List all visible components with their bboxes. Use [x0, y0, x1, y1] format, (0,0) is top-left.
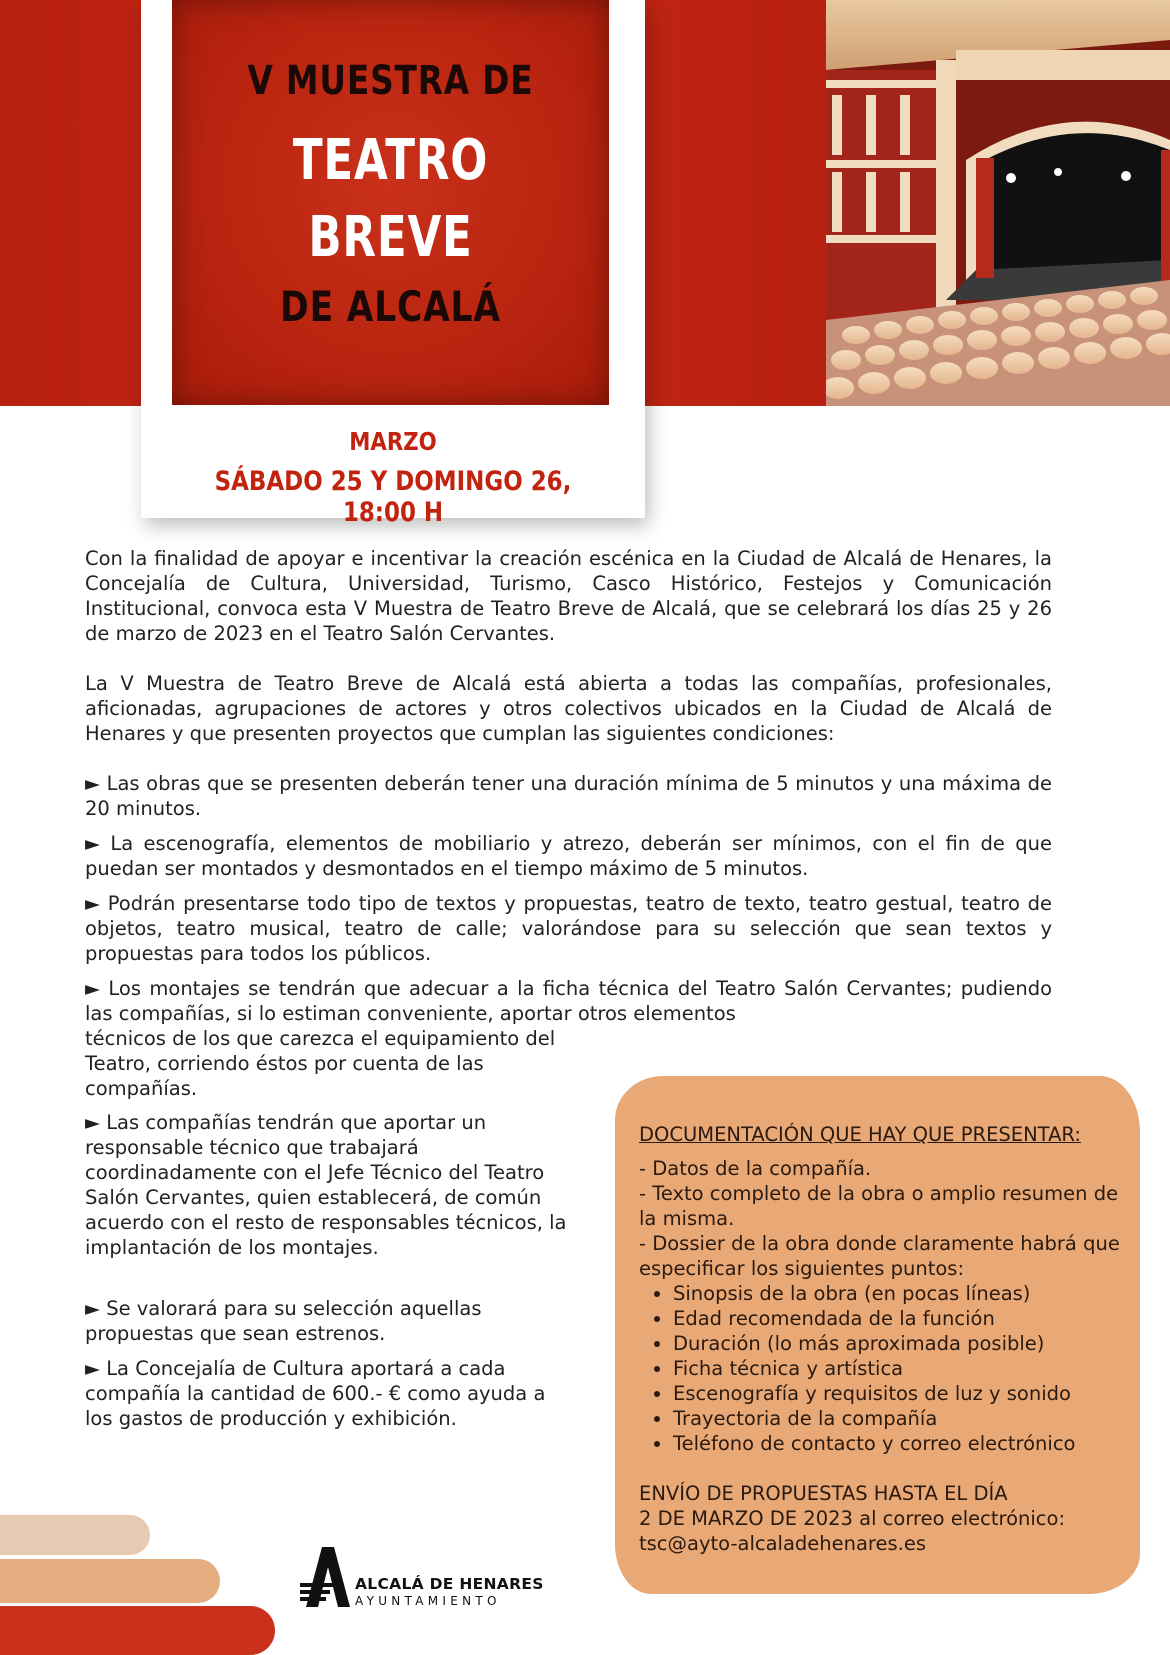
list-item: • Edad recomendada de la función	[673, 1306, 1129, 1331]
rule-duration: ► Las obras que se presenten deberán tener una duración mínima de 5 minutos y una máxima de 20 minutos.	[85, 772, 1052, 820]
dossier-points-list	[639, 1281, 1129, 1456]
title-line-4: DE ALCALÁ	[280, 282, 501, 331]
rule-premieres: ► Se valorará para su selección aquellas propuestas que sean estrenos.	[85, 1297, 482, 1345]
logo-subtitle: AYUNTAMIENTO	[355, 1594, 501, 1608]
alcala-a-logo-icon	[300, 1545, 352, 1610]
decorative-bar-red	[0, 1606, 275, 1655]
rule-technical-responsible: ► Las compañías tendrán que aportar un responsable técnico que trabajará coordinadamente con el Jefe Técnico del Teatro Salón Cervantes, quien establecerá, de común acuerdo con el resto de responsables técnicos, la implantación de los montajes.	[85, 1111, 567, 1259]
list-item: • Escenografía y requisitos de luz y sonido	[673, 1381, 1129, 1406]
rule-technical-sheet: ► Los montajes se tendrán que adecuar a la ficha técnica del Teatro Salón Cervantes; pudiendo las compañías, si lo estiman conveniente, aportar otros elementos	[85, 977, 1052, 1025]
deadline-line-2: 2 DE MARZO DE 2023 al correo electrónico:	[639, 1507, 1066, 1530]
eligibility-paragraph: La V Muestra de Teatro Breve de Alcalá está abierta a todas las compañías, profesionales, aficionadas, agrupaciones de actores y otros colectivos ubicados en la Ciudad de Alcalá de Henares y que presenten proyectos que cumplan las siguientes condiciones:	[85, 672, 1052, 745]
decorative-bar-beige	[0, 1515, 150, 1555]
rule-funding: ► La Concejalía de Cultura aportará a cada compañía la cantidad de 600.- € como ayuda a los gastos de producción y exhibición.	[85, 1357, 546, 1430]
poster-title-panel	[172, 0, 609, 405]
deadline-line-1: ENVÍO DE PROPUESTAS HASTA EL DÍA	[639, 1482, 1008, 1505]
doc-item-company-data: - Datos de la compañía.	[639, 1157, 872, 1180]
title-line-1: V MUESTRA DE	[247, 58, 534, 104]
doc-item-full-text: - Texto completo de la obra o amplio resumen de la misma.	[639, 1182, 1119, 1230]
theatre-interior-image	[826, 0, 1170, 406]
list-item: • Ficha técnica y artística	[673, 1356, 1129, 1381]
doc-item-dossier: - Dossier de la obra donde claramente habrá que especificar los siguientes puntos:	[639, 1232, 1120, 1280]
list-item: • Sinopsis de la obra (en pocas líneas)	[673, 1281, 1129, 1306]
list-item: • Duración (lo más aproximada posible)	[673, 1331, 1129, 1356]
event-days: SÁBADO 25 Y DOMINGO 26, 18:00 H	[214, 466, 572, 528]
intro-paragraph: Con la finalidad de apoyar e incentivar la creación escénica en la Ciudad de Alcalá de Henares, la Concejalía de Cultura, Universidad, Turismo, Casco Histórico, Festejos y Comunicación Institucional, convoca esta V Muestra de Teatro Breve de Alcalá, que se celebrará los días 25 y 26 de marzo de 2023 en el Teatro Salón Cervantes.	[85, 547, 1052, 645]
ayuntamiento-logo	[300, 1545, 544, 1610]
list-item: • Teléfono de contacto y correo electrónico	[673, 1431, 1129, 1456]
submission-deadline	[639, 1481, 1129, 1556]
title-line-3: BREVE	[308, 205, 473, 270]
rule-text-types: ► Podrán presentarse todo tipo de textos y propuestas, teatro de texto, teatro gestual, teatro de objetos, teatro musical, teatro de calle; valorándose para su selección que sean textos y propuestas para todos los públicos.	[85, 892, 1052, 965]
logo-name: ALCALÁ DE HENARES	[355, 1575, 544, 1593]
rule-technical-sheet-cont: técnicos de los que carezca el equipamiento del Teatro, corriendo éstos por cuenta de las compañías.	[85, 1027, 556, 1100]
documentation-heading: DOCUMENTACIÓN QUE HAY QUE PRESENTAR:	[639, 1123, 1081, 1146]
decorative-bar-tan	[0, 1559, 220, 1603]
rule-scenography: ► La escenografía, elementos de mobiliario y atrezo, deberán ser mínimos, con el fin de que puedan ser montados y desmontados en el tiempo máximo de 5 minutos.	[85, 832, 1052, 880]
event-month: MARZO	[349, 427, 437, 456]
documentation-box	[615, 1076, 1140, 1594]
title-line-2: TEATRO	[292, 128, 489, 193]
list-item: • Trayectoria de la compañía	[673, 1406, 1129, 1431]
contact-email[interactable]: tsc@ayto-alcaladehenares.es	[639, 1532, 927, 1555]
